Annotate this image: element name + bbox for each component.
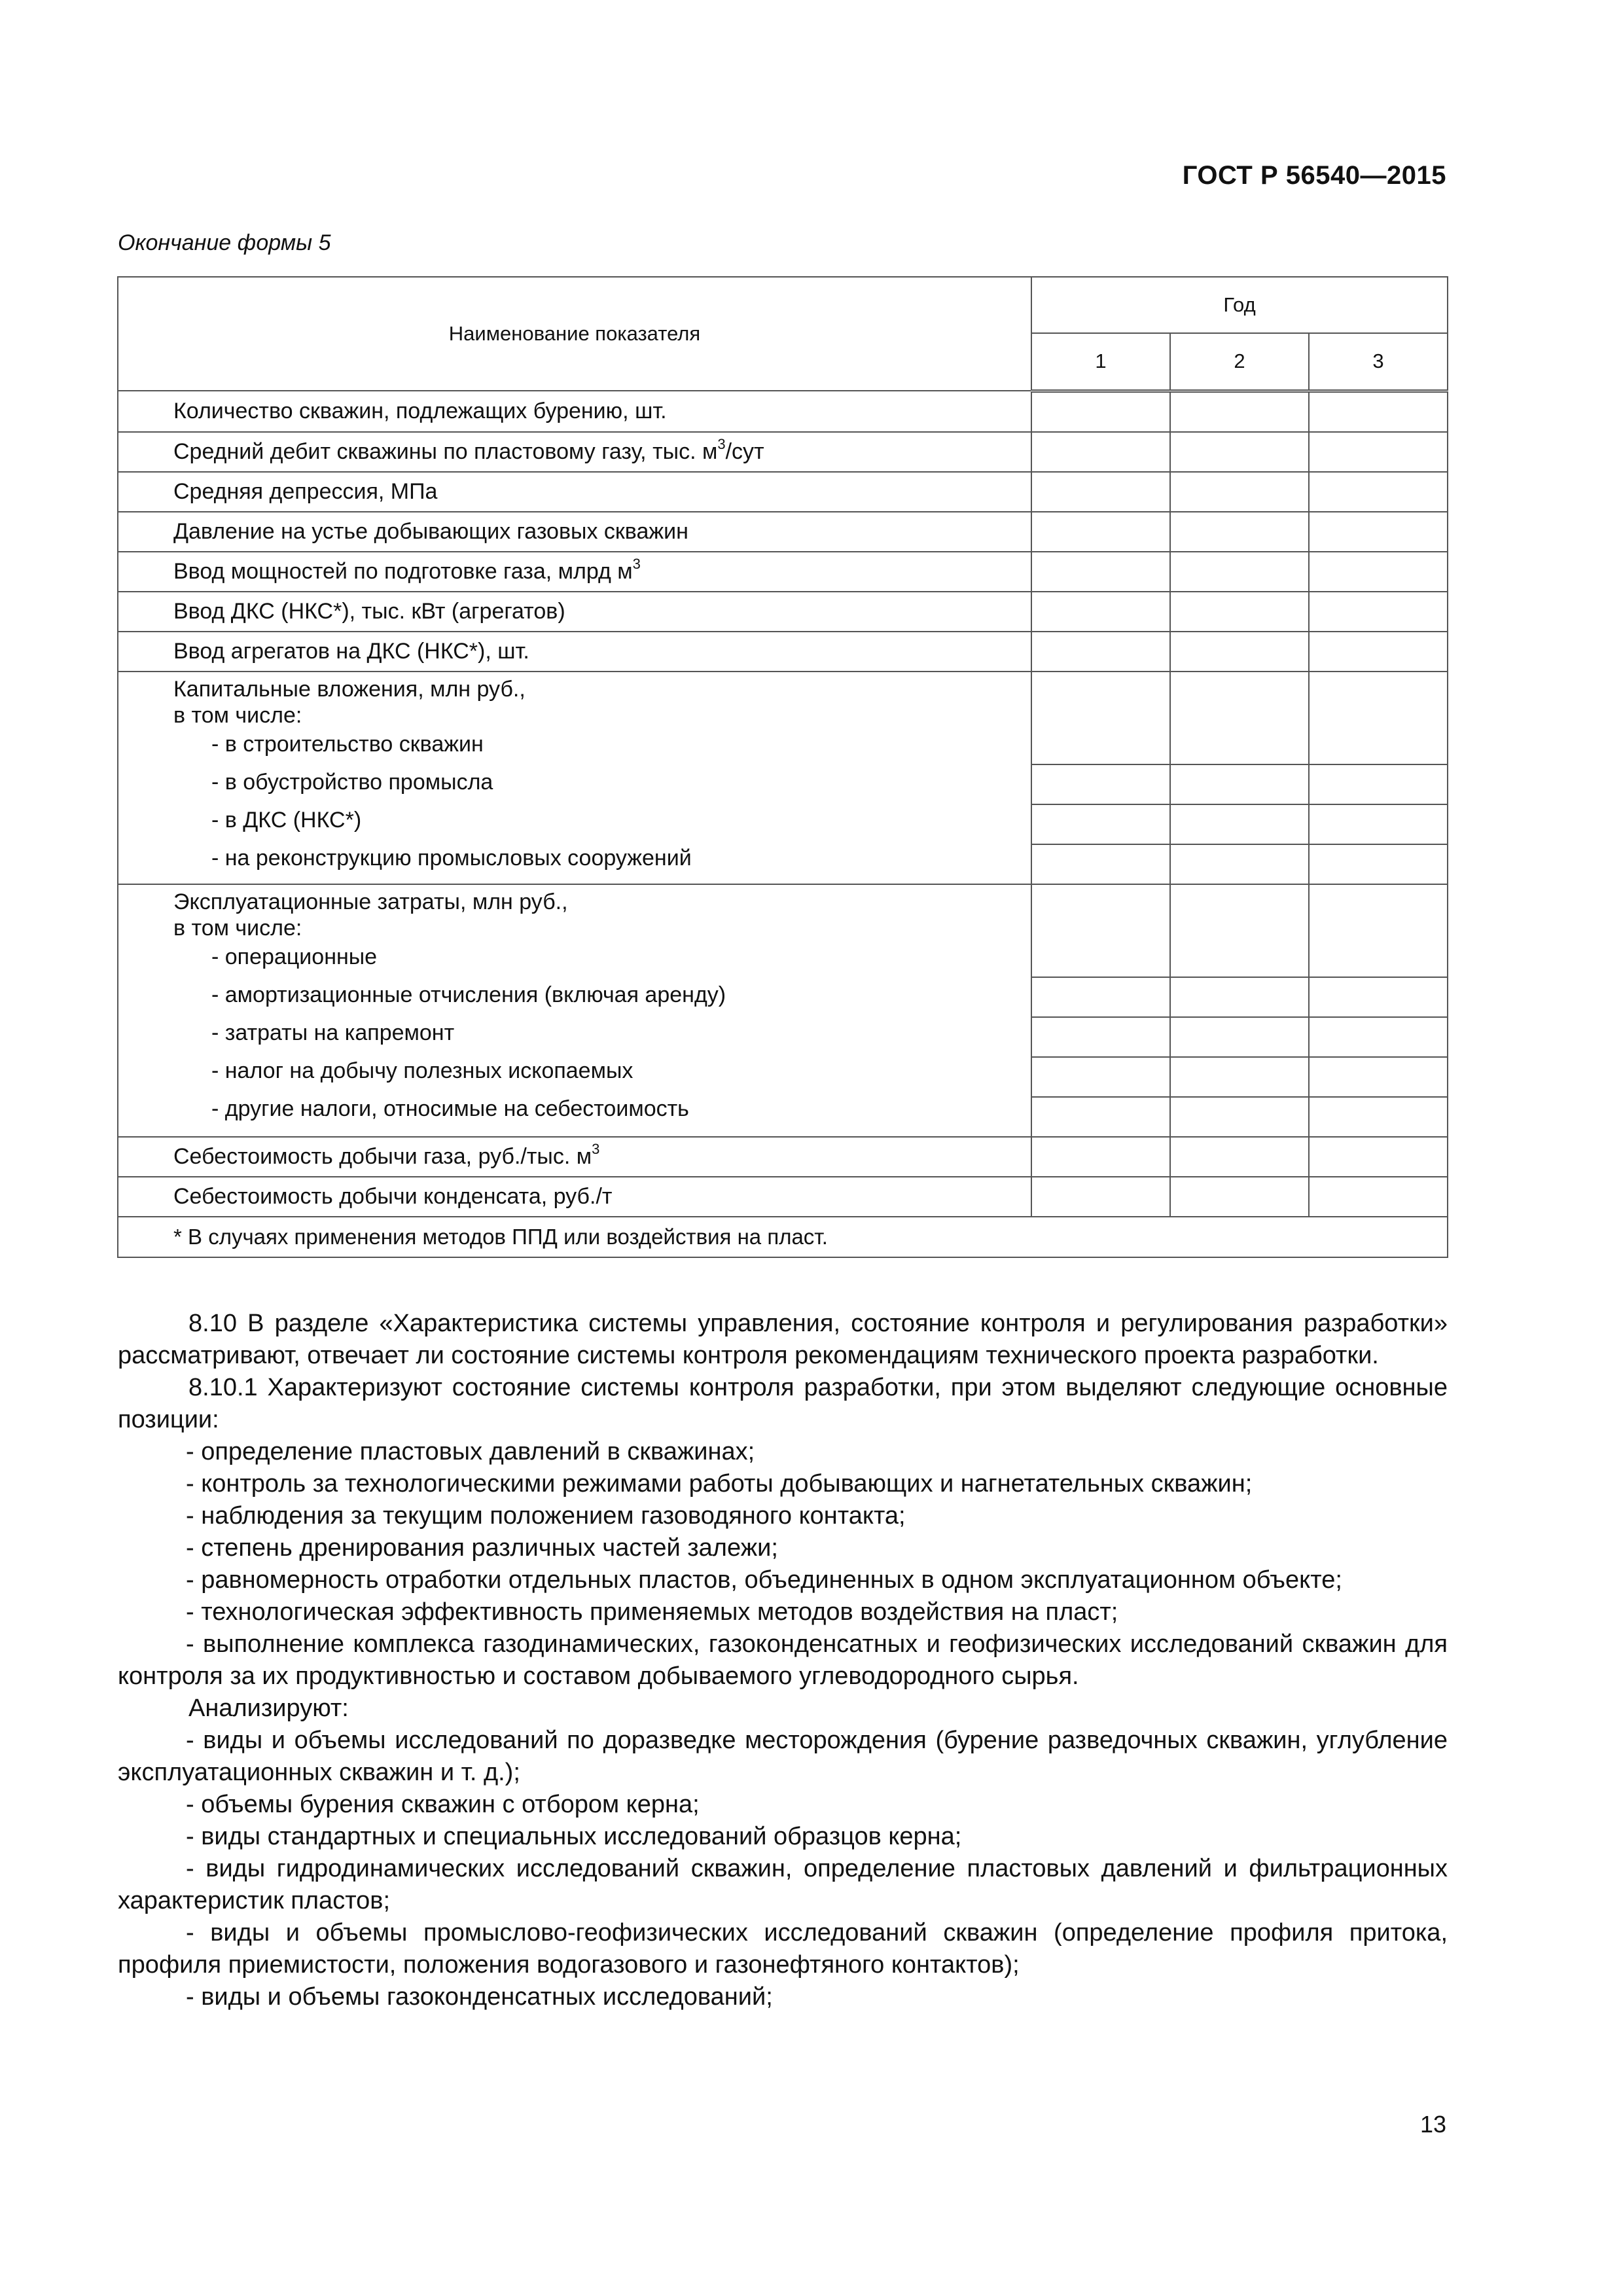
list-item: - объемы бурения скважин с отбором керна; bbox=[186, 1791, 700, 1818]
table-row-capital-investments bbox=[118, 672, 1448, 764]
value-cell bbox=[1170, 764, 1309, 804]
list-item: - контроль за технологическими режимами работы добывающих и нагнетательных скважин; bbox=[186, 1470, 1253, 1498]
row-label-capital-investments: Капитальные вложения, млн руб., в том числе: - в строительство скважин - в обустройство промысла - в ДКС (НКС*) - на реконструкцию промысловых сооружений bbox=[118, 672, 1031, 884]
list-item: - виды и объемы исследований по доразведке месторождения (бурение разведочных скважин, углубление эксплуатационных скважин и т. д.); bbox=[118, 1727, 1448, 1786]
column-header-year-1: 1 bbox=[1031, 333, 1170, 391]
analyze-heading: Анализируют: bbox=[188, 1695, 349, 1722]
value-cell bbox=[1309, 844, 1448, 884]
form-table bbox=[117, 276, 1448, 1258]
table-footnote: * В случаях применения методов ППД или воздействия на пласт. bbox=[118, 1217, 1448, 1257]
value-cell bbox=[1309, 472, 1448, 512]
list-item: - виды стандартных и специальных исследований образцов керна; bbox=[186, 1823, 962, 1850]
value-cell bbox=[1170, 1017, 1309, 1057]
value-cell bbox=[1309, 391, 1448, 432]
row-label: Количество скважин, подлежащих бурению, шт. bbox=[118, 391, 1031, 432]
value-cell bbox=[1170, 1097, 1309, 1137]
value-cell bbox=[1309, 884, 1448, 977]
table-row bbox=[118, 391, 1448, 432]
document-code: ГОСТ Р 56540—2015 bbox=[1182, 161, 1446, 190]
table-row bbox=[118, 1137, 1448, 1177]
list-item: - технологическая эффективность применяемых методов воздействия на пласт; bbox=[186, 1598, 1118, 1626]
body-text bbox=[118, 1308, 1448, 2013]
value-cell bbox=[1309, 1177, 1448, 1217]
row-label: Ввод агрегатов на ДКС (НКС*), шт. bbox=[118, 632, 1031, 672]
value-cell bbox=[1031, 432, 1170, 472]
value-cell bbox=[1170, 672, 1309, 764]
value-cell bbox=[1170, 804, 1309, 844]
value-cell bbox=[1031, 1097, 1170, 1137]
row-label: Средний дебит скважины по пластовому газу, тыс. $м^3$/сут bbox=[118, 432, 1031, 472]
column-header-indicator: Наименование показателя bbox=[118, 277, 1031, 391]
value-cell bbox=[1309, 432, 1448, 472]
value-cell bbox=[1031, 1017, 1170, 1057]
table-row bbox=[118, 552, 1448, 592]
row-label: Ввод ДКС (НКС*), тыс. кВт (агрегатов) bbox=[118, 592, 1031, 632]
value-cell bbox=[1309, 977, 1448, 1017]
value-cell bbox=[1309, 1057, 1448, 1097]
value-cell bbox=[1031, 1057, 1170, 1097]
value-cell bbox=[1309, 672, 1448, 764]
row-label: Средняя депрессия, МПа bbox=[118, 472, 1031, 512]
value-cell bbox=[1170, 391, 1309, 432]
row-label: Ввод мощностей по подготовке газа, млрд $м^3$ bbox=[118, 552, 1031, 592]
value-cell bbox=[1170, 884, 1309, 977]
value-cell bbox=[1309, 632, 1448, 672]
value-cell bbox=[1031, 672, 1170, 764]
column-header-year: Год bbox=[1031, 277, 1448, 333]
value-cell bbox=[1031, 884, 1170, 977]
value-cell bbox=[1170, 552, 1309, 592]
form-caption: Окончание формы 5 bbox=[118, 230, 331, 255]
row-label-operating-costs: Эксплуатационные затраты, млн руб., в том числе: - операционные - амортизационные отчисления (включая аренду) - затраты на капремонт - налог на добычу полезных ископаемых - другие налоги, относимые на себестоимость bbox=[118, 884, 1031, 1137]
value-cell bbox=[1031, 391, 1170, 432]
value-cell bbox=[1170, 1137, 1309, 1177]
list-item: - виды и объемы промыслово-геофизических исследований скважин (определение профиля притока, профиля приемистости, положения водогазового и газонефтяного контактов); bbox=[118, 1919, 1448, 1979]
value-cell bbox=[1309, 1137, 1448, 1177]
value-cell bbox=[1309, 552, 1448, 592]
value-cell bbox=[1031, 804, 1170, 844]
list-item: - равномерность отработки отдельных пластов, объединенных в одном эксплуатационном объекте; bbox=[186, 1566, 1342, 1594]
list-item: - наблюдения за текущим положением газоводяного контакта; bbox=[186, 1502, 906, 1530]
table-row bbox=[118, 592, 1448, 632]
value-cell bbox=[1309, 804, 1448, 844]
value-cell bbox=[1031, 512, 1170, 552]
value-cell bbox=[1031, 764, 1170, 804]
list-item: - выполнение комплекса газодинамических, газоконденсатных и геофизических исследований скважин для контроля за их продуктивностью и составом добываемого углеводородного сырья. bbox=[118, 1630, 1448, 1690]
value-cell bbox=[1031, 632, 1170, 672]
table-row bbox=[118, 472, 1448, 512]
row-label: Давление на устье добывающих газовых скважин bbox=[118, 512, 1031, 552]
value-cell bbox=[1031, 552, 1170, 592]
table-row bbox=[118, 1177, 1448, 1217]
value-cell bbox=[1031, 844, 1170, 884]
value-cell bbox=[1170, 472, 1309, 512]
table-footnote-row bbox=[118, 1217, 1448, 1257]
value-cell bbox=[1170, 1177, 1309, 1217]
table-row bbox=[118, 512, 1448, 552]
row-label: Себестоимость добычи конденсата, руб./т bbox=[118, 1177, 1031, 1217]
list-item: - виды гидродинамических исследований скважин, определение пластовых давлений и фильтрационных характеристик пластов; bbox=[118, 1855, 1448, 1914]
row-label: Себестоимость добычи газа, руб./тыс. $м^3$ bbox=[118, 1137, 1031, 1177]
table-row bbox=[118, 632, 1448, 672]
value-cell bbox=[1031, 592, 1170, 632]
table-row-operating-costs bbox=[118, 884, 1448, 977]
value-cell bbox=[1031, 472, 1170, 512]
value-cell bbox=[1309, 592, 1448, 632]
value-cell bbox=[1309, 512, 1448, 552]
value-cell bbox=[1170, 432, 1309, 472]
value-cell bbox=[1309, 1017, 1448, 1057]
list-item: - определение пластовых давлений в скважинах; bbox=[186, 1438, 755, 1465]
value-cell bbox=[1170, 844, 1309, 884]
value-cell bbox=[1170, 512, 1309, 552]
value-cell bbox=[1031, 1137, 1170, 1177]
column-header-year-2: 2 bbox=[1170, 333, 1309, 391]
value-cell bbox=[1170, 1057, 1309, 1097]
value-cell bbox=[1031, 1177, 1170, 1217]
value-cell bbox=[1031, 977, 1170, 1017]
value-cell bbox=[1170, 592, 1309, 632]
value-cell bbox=[1170, 632, 1309, 672]
page-number: 13 bbox=[1419, 2111, 1446, 2138]
value-cell bbox=[1170, 977, 1309, 1017]
table-row bbox=[118, 432, 1448, 472]
value-cell bbox=[1309, 1097, 1448, 1137]
paragraph-8-10-1: 8.10.1 Характеризуют состояние системы контроля разработки, при этом выделяют следующие основные позиции: bbox=[118, 1374, 1448, 1433]
list-item: - степень дренирования различных частей залежи; bbox=[186, 1534, 778, 1562]
column-header-year-3: 3 bbox=[1309, 333, 1448, 391]
list-item: - виды и объемы газоконденсатных исследований; bbox=[186, 1983, 773, 2011]
value-cell bbox=[1309, 764, 1448, 804]
paragraph-8-10: 8.10 В разделе «Характеристика системы управления, состояние контроля и регулирования разработки» рассматривают, отвечает ли состояние системы контроля рекомендациям технического проекта разработки. bbox=[118, 1310, 1448, 1369]
